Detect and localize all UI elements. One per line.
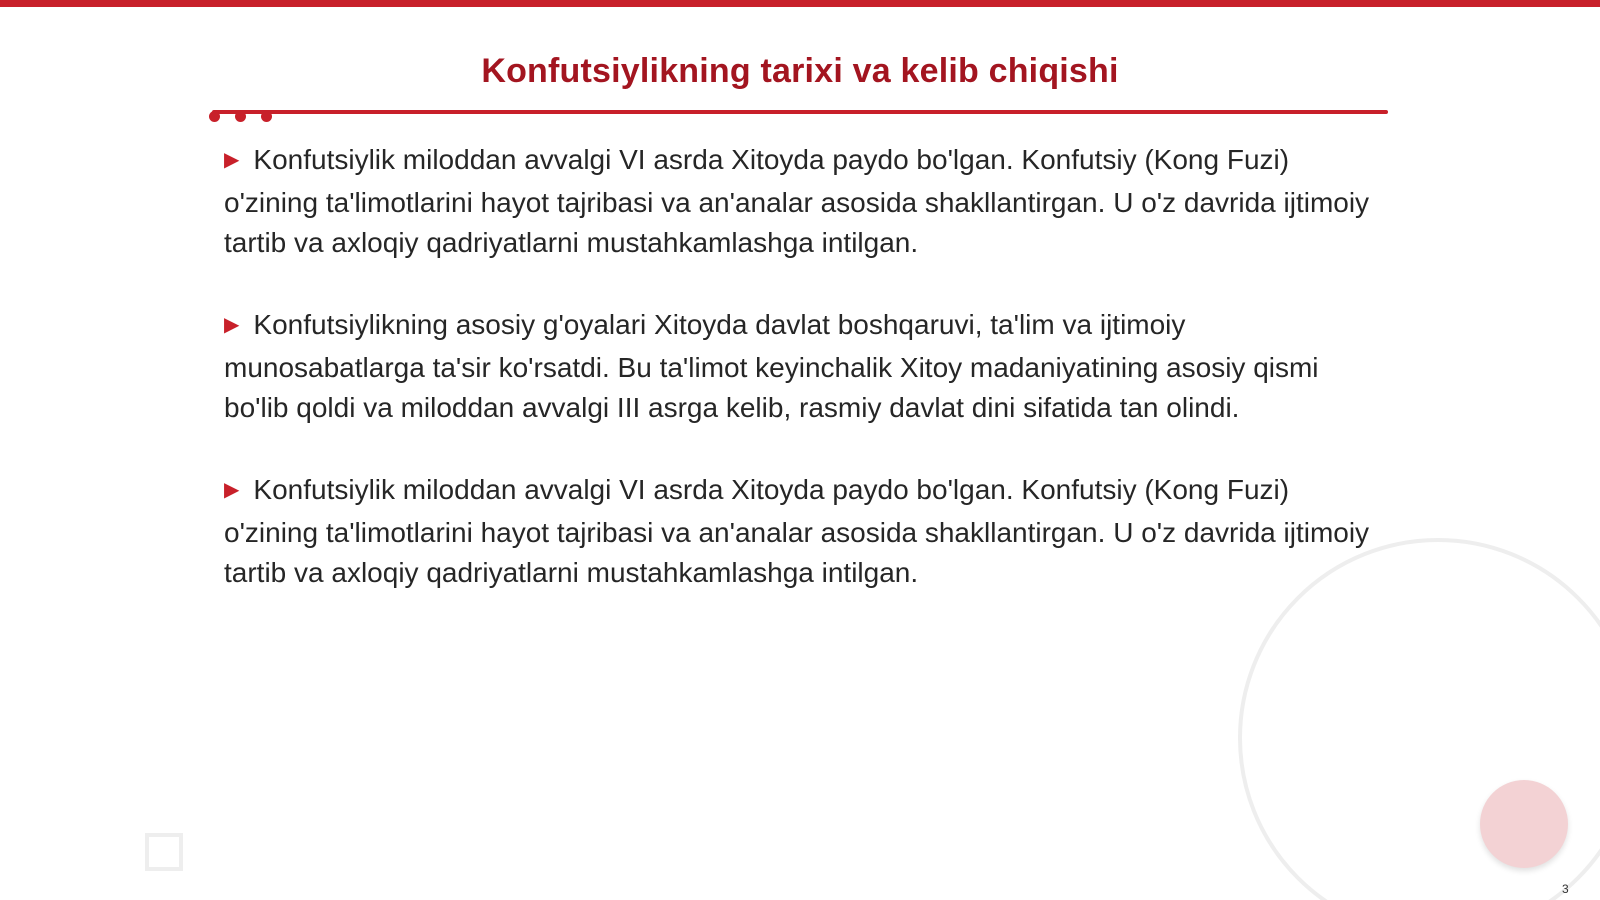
bullet-text: Konfutsiylik miloddan avvalgi VI asrda Xitoyda paydo bo'lgan. Konfutsiy (Kong Fuzi) o'zining ta'limotlarini hayot tajribasi va an'analar asosida shakllantirgan. U o'z davrida ijtimoiy tartib va axloqiy qadriyatlarni mustahkamlashga intilgan. <box>224 144 1370 258</box>
decorative-dot <box>235 111 246 122</box>
page-number: 3 <box>1562 882 1569 896</box>
top-accent-bar <box>0 0 1600 7</box>
bullet-text: Konfutsiylikning asosiy g'oyalari Xitoyda davlat boshqaruvi, ta'lim va ijtimoiy munosabatlarga ta'sir ko'rsatdi. Bu ta'limot keyinchalik Xitoy madaniyatining asosiy qismi bo'lib qoldi va miloddan avvalgi III asrga kelib, rasmiy davlat dini sifatida tan olindi. <box>224 309 1319 423</box>
decorative-dot <box>209 111 220 122</box>
triangle-bullet-icon: ▶ <box>224 314 240 336</box>
decorative-dot <box>261 111 272 122</box>
decorative-square <box>145 833 183 871</box>
slide-title: Konfutsiylikning tarixi va kelib chiqishi <box>481 52 1119 90</box>
title-underline <box>212 110 1388 114</box>
decorative-pink-circle <box>1480 780 1568 868</box>
triangle-bullet-icon: ▶ <box>224 149 240 171</box>
bullet-item <box>224 470 1384 593</box>
bullet-text: Konfutsiylik miloddan avvalgi VI asrda Xitoyda paydo bo'lgan. Konfutsiy (Kong Fuzi) o'zining ta'limotlarini hayot tajribasi va an'analar asosida shakllantirgan. U o'z davrida ijtimoiy tartib va axloqiy qadriyatlarni mustahkamlashga intilgan. <box>224 474 1370 588</box>
bullet-item <box>224 305 1384 428</box>
bullet-item <box>224 140 1384 263</box>
triangle-bullet-icon: ▶ <box>224 479 240 501</box>
bullet-list <box>224 140 1384 635</box>
